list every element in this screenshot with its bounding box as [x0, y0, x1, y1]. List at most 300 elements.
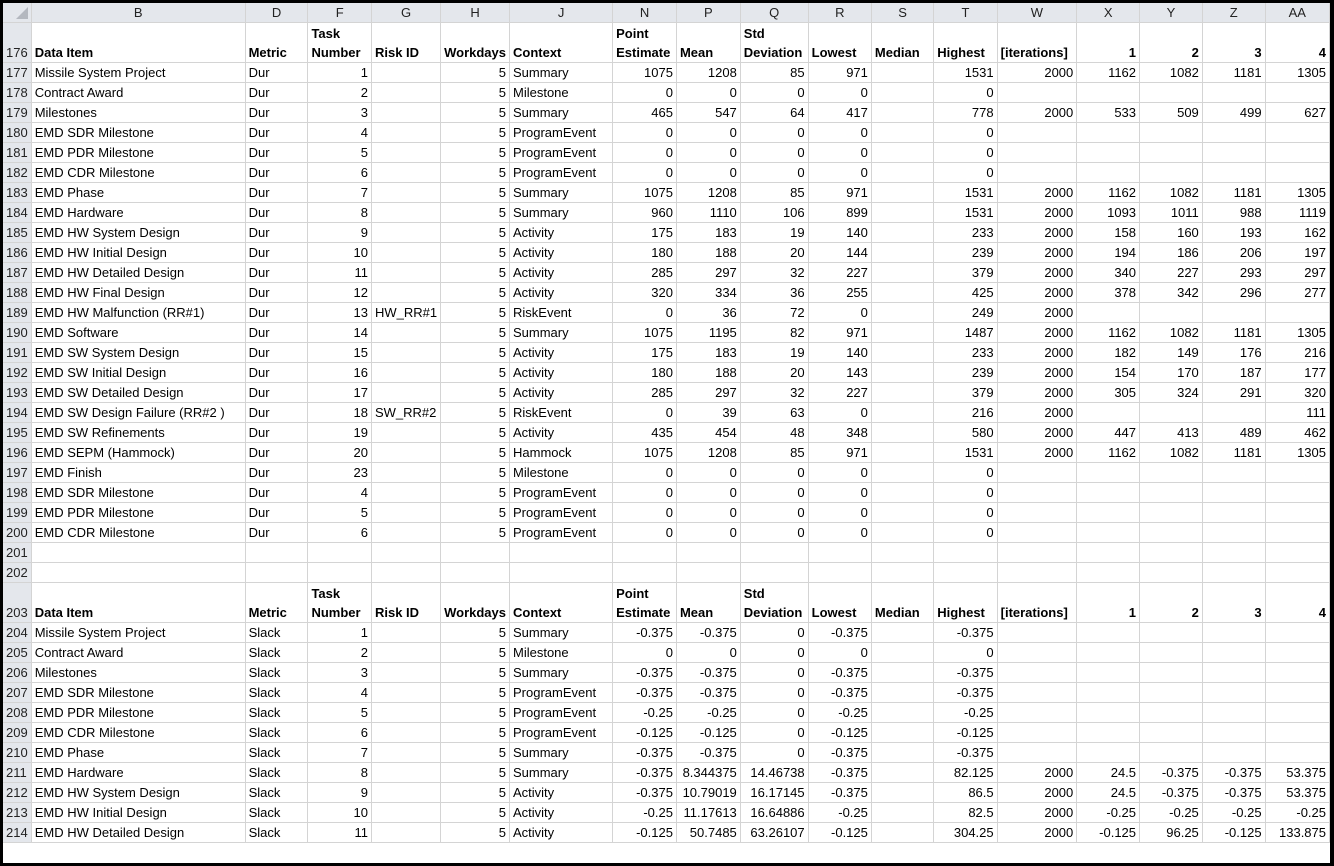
cell-x[interactable]: [1077, 703, 1140, 723]
select-all-button[interactable]: [3, 3, 31, 23]
cell-s[interactable]: [871, 383, 933, 403]
cell-h[interactable]: 5: [441, 323, 510, 343]
cell-n[interactable]: 175: [613, 223, 677, 243]
cell-g[interactable]: [371, 783, 440, 803]
cell-j[interactable]: Activity: [510, 823, 613, 843]
cell-g[interactable]: [371, 103, 440, 123]
row-header[interactable]: 205: [3, 643, 31, 663]
cell-y[interactable]: 342: [1140, 283, 1203, 303]
cell-f[interactable]: 13: [308, 303, 372, 323]
header-cell-t[interactable]: [934, 23, 997, 63]
header-cell-d[interactable]: [245, 583, 308, 623]
cell-w[interactable]: [997, 483, 1077, 503]
header-cell-j[interactable]: [510, 23, 613, 63]
cell-w[interactable]: 2000: [997, 63, 1077, 83]
cell-b[interactable]: EMD Software: [31, 323, 245, 343]
cell-q[interactable]: 32: [740, 383, 808, 403]
cell-s[interactable]: [871, 343, 933, 363]
cell-q[interactable]: 0: [740, 723, 808, 743]
cell-x[interactable]: [1077, 483, 1140, 503]
cell-r[interactable]: 971: [808, 443, 871, 463]
cell-p[interactable]: 0: [676, 523, 740, 543]
cell-j[interactable]: Summary: [510, 763, 613, 783]
cell-s[interactable]: [871, 223, 933, 243]
cell-w[interactable]: 2000: [997, 403, 1077, 423]
cell-z[interactable]: 489: [1202, 423, 1265, 443]
cell-r[interactable]: 144: [808, 243, 871, 263]
cell-h[interactable]: 5: [441, 723, 510, 743]
cell-d[interactable]: Slack: [245, 763, 308, 783]
column-header-aa[interactable]: AA: [1265, 3, 1329, 23]
cell-x[interactable]: 1162: [1077, 183, 1140, 203]
cell-g[interactable]: [371, 363, 440, 383]
cell-s[interactable]: [871, 483, 933, 503]
cell-x[interactable]: [1077, 743, 1140, 763]
cell-j[interactable]: ProgramEvent: [510, 123, 613, 143]
column-header-x[interactable]: X: [1077, 3, 1140, 23]
cell-n[interactable]: 0: [613, 303, 677, 323]
cell-t[interactable]: -0.375: [934, 683, 997, 703]
cell-q[interactable]: 64: [740, 103, 808, 123]
cell-aa[interactable]: [1265, 563, 1329, 583]
cell-q[interactable]: 0: [740, 743, 808, 763]
cell-j[interactable]: Activity: [510, 283, 613, 303]
cell-r[interactable]: 0: [808, 523, 871, 543]
cell-g[interactable]: [371, 703, 440, 723]
cell-aa[interactable]: 1305: [1265, 63, 1329, 83]
cell-y[interactable]: 1082: [1140, 63, 1203, 83]
cell-r[interactable]: 0: [808, 163, 871, 183]
header-cell-s[interactable]: [871, 583, 933, 623]
cell-b[interactable]: [31, 543, 245, 563]
cell-j[interactable]: RiskEvent: [510, 303, 613, 323]
cell-d[interactable]: Dur: [245, 483, 308, 503]
cell-g[interactable]: [371, 423, 440, 443]
cell-w[interactable]: 2000: [997, 103, 1077, 123]
cell-w[interactable]: [997, 703, 1077, 723]
cell-n[interactable]: 960: [613, 203, 677, 223]
header-cell-n[interactable]: [613, 583, 677, 623]
row-header[interactable]: 211: [3, 763, 31, 783]
row-header[interactable]: 184: [3, 203, 31, 223]
cell-r[interactable]: 0: [808, 403, 871, 423]
cell-h[interactable]: 5: [441, 443, 510, 463]
cell-n[interactable]: 435: [613, 423, 677, 443]
cell-x[interactable]: [1077, 123, 1140, 143]
column-header-y[interactable]: Y: [1140, 3, 1203, 23]
cell-z[interactable]: [1202, 663, 1265, 683]
cell-r[interactable]: 227: [808, 263, 871, 283]
cell-aa[interactable]: 1305: [1265, 183, 1329, 203]
cell-t[interactable]: 1531: [934, 443, 997, 463]
cell-t[interactable]: 778: [934, 103, 997, 123]
cell-q[interactable]: 48: [740, 423, 808, 443]
row-header[interactable]: 213: [3, 803, 31, 823]
cell-y[interactable]: [1140, 683, 1203, 703]
cell-y[interactable]: [1140, 123, 1203, 143]
row-header[interactable]: 179: [3, 103, 31, 123]
cell-g[interactable]: [371, 63, 440, 83]
cell-aa[interactable]: [1265, 643, 1329, 663]
cell-n[interactable]: -0.375: [613, 743, 677, 763]
cell-p[interactable]: 1208: [676, 183, 740, 203]
cell-q[interactable]: 0: [740, 483, 808, 503]
row-header[interactable]: 185: [3, 223, 31, 243]
cell-f[interactable]: [308, 543, 372, 563]
cell-n[interactable]: 285: [613, 383, 677, 403]
cell-x[interactable]: -0.125: [1077, 823, 1140, 843]
cell-h[interactable]: 5: [441, 203, 510, 223]
cell-y[interactable]: [1140, 623, 1203, 643]
cell-b[interactable]: EMD HW Detailed Design: [31, 263, 245, 283]
cell-x[interactable]: 340: [1077, 263, 1140, 283]
cell-r[interactable]: 140: [808, 343, 871, 363]
cell-s[interactable]: [871, 683, 933, 703]
header-cell-y[interactable]: [1140, 583, 1203, 623]
cell-s[interactable]: [871, 563, 933, 583]
cell-s[interactable]: [871, 803, 933, 823]
header-cell-x[interactable]: [1077, 23, 1140, 63]
cell-aa[interactable]: [1265, 123, 1329, 143]
cell-p[interactable]: 50.7485: [676, 823, 740, 843]
cell-aa[interactable]: [1265, 623, 1329, 643]
cell-f[interactable]: 10: [308, 803, 372, 823]
cell-b[interactable]: EMD Phase: [31, 183, 245, 203]
cell-b[interactable]: EMD HW Initial Design: [31, 803, 245, 823]
cell-aa[interactable]: [1265, 663, 1329, 683]
cell-r[interactable]: [808, 563, 871, 583]
cell-q[interactable]: 0: [740, 503, 808, 523]
cell-b[interactable]: EMD SDR Milestone: [31, 683, 245, 703]
cell-n[interactable]: -0.375: [613, 683, 677, 703]
cell-aa[interactable]: [1265, 483, 1329, 503]
cell-f[interactable]: 7: [308, 743, 372, 763]
cell-w[interactable]: 2000: [997, 263, 1077, 283]
cell-s[interactable]: [871, 543, 933, 563]
row-header[interactable]: 195: [3, 423, 31, 443]
cell-aa[interactable]: 627: [1265, 103, 1329, 123]
cell-g[interactable]: [371, 723, 440, 743]
cell-j[interactable]: [510, 543, 613, 563]
cell-d[interactable]: Dur: [245, 523, 308, 543]
cell-t[interactable]: 233: [934, 343, 997, 363]
cell-y[interactable]: 186: [1140, 243, 1203, 263]
cell-f[interactable]: 4: [308, 683, 372, 703]
cell-aa[interactable]: [1265, 683, 1329, 703]
cell-t[interactable]: 86.5: [934, 783, 997, 803]
cell-r[interactable]: 0: [808, 483, 871, 503]
cell-j[interactable]: Activity: [510, 343, 613, 363]
cell-f[interactable]: 14: [308, 323, 372, 343]
cell-q[interactable]: 63.26107: [740, 823, 808, 843]
cell-j[interactable]: Summary: [510, 323, 613, 343]
cell-y[interactable]: 413: [1140, 423, 1203, 443]
cell-n[interactable]: [613, 563, 677, 583]
cell-d[interactable]: Dur: [245, 123, 308, 143]
cell-aa[interactable]: 320: [1265, 383, 1329, 403]
cell-j[interactable]: ProgramEvent: [510, 523, 613, 543]
cell-aa[interactable]: 197: [1265, 243, 1329, 263]
cell-z[interactable]: -0.375: [1202, 763, 1265, 783]
cell-s[interactable]: [871, 443, 933, 463]
cell-z[interactable]: [1202, 563, 1265, 583]
cell-aa[interactable]: 462: [1265, 423, 1329, 443]
cell-d[interactable]: Dur: [245, 383, 308, 403]
cell-h[interactable]: 5: [441, 463, 510, 483]
cell-y[interactable]: [1140, 703, 1203, 723]
cell-aa[interactable]: 1119: [1265, 203, 1329, 223]
cell-aa[interactable]: [1265, 723, 1329, 743]
cell-s[interactable]: [871, 723, 933, 743]
cell-n[interactable]: 0: [613, 143, 677, 163]
cell-y[interactable]: 1082: [1140, 443, 1203, 463]
row-header[interactable]: 192: [3, 363, 31, 383]
cell-h[interactable]: 5: [441, 623, 510, 643]
cell-h[interactable]: 5: [441, 123, 510, 143]
cell-b[interactable]: EMD HW Initial Design: [31, 243, 245, 263]
cell-q[interactable]: 0: [740, 683, 808, 703]
cell-h[interactable]: 5: [441, 403, 510, 423]
cell-f[interactable]: 10: [308, 243, 372, 263]
cell-r[interactable]: 0: [808, 463, 871, 483]
cell-f[interactable]: 9: [308, 783, 372, 803]
header-cell-t[interactable]: [934, 583, 997, 623]
cell-n[interactable]: 465: [613, 103, 677, 123]
row-header[interactable]: 176: [3, 23, 31, 63]
cell-aa[interactable]: 133.875: [1265, 823, 1329, 843]
cell-f[interactable]: 5: [308, 503, 372, 523]
cell-h[interactable]: 5: [441, 783, 510, 803]
cell-d[interactable]: Dur: [245, 183, 308, 203]
cell-q[interactable]: 20: [740, 363, 808, 383]
cell-z[interactable]: [1202, 723, 1265, 743]
cell-d[interactable]: Dur: [245, 163, 308, 183]
cell-b[interactable]: Contract Award: [31, 643, 245, 663]
cell-z[interactable]: [1202, 163, 1265, 183]
cell-aa[interactable]: [1265, 703, 1329, 723]
cell-n[interactable]: [613, 543, 677, 563]
cell-b[interactable]: EMD HW Detailed Design: [31, 823, 245, 843]
cell-h[interactable]: 5: [441, 183, 510, 203]
cell-j[interactable]: Hammock: [510, 443, 613, 463]
cell-w[interactable]: 2000: [997, 303, 1077, 323]
cell-p[interactable]: [676, 543, 740, 563]
cell-w[interactable]: [997, 643, 1077, 663]
cell-q[interactable]: 0: [740, 703, 808, 723]
cell-q[interactable]: 0: [740, 643, 808, 663]
cell-x[interactable]: 182: [1077, 343, 1140, 363]
cell-h[interactable]: 5: [441, 803, 510, 823]
cell-x[interactable]: [1077, 403, 1140, 423]
cell-h[interactable]: 5: [441, 423, 510, 443]
cell-n[interactable]: 1075: [613, 183, 677, 203]
cell-h[interactable]: 5: [441, 303, 510, 323]
cell-t[interactable]: 1531: [934, 63, 997, 83]
cell-j[interactable]: Activity: [510, 263, 613, 283]
cell-b[interactable]: EMD SDR Milestone: [31, 483, 245, 503]
cell-x[interactable]: 305: [1077, 383, 1140, 403]
cell-r[interactable]: 140: [808, 223, 871, 243]
cell-t[interactable]: 239: [934, 363, 997, 383]
cell-y[interactable]: [1140, 143, 1203, 163]
cell-b[interactable]: EMD SEPM (Hammock): [31, 443, 245, 463]
cell-b[interactable]: Missile System Project: [31, 623, 245, 643]
cell-j[interactable]: Summary: [510, 623, 613, 643]
cell-z[interactable]: 499: [1202, 103, 1265, 123]
row-header[interactable]: 198: [3, 483, 31, 503]
cell-w[interactable]: [997, 463, 1077, 483]
cell-y[interactable]: 96.25: [1140, 823, 1203, 843]
cell-p[interactable]: 0: [676, 143, 740, 163]
cell-r[interactable]: -0.25: [808, 803, 871, 823]
cell-y[interactable]: [1140, 543, 1203, 563]
cell-d[interactable]: Dur: [245, 283, 308, 303]
cell-d[interactable]: Slack: [245, 703, 308, 723]
cell-n[interactable]: 0: [613, 463, 677, 483]
cell-j[interactable]: Activity: [510, 223, 613, 243]
cell-aa[interactable]: 53.375: [1265, 763, 1329, 783]
cell-f[interactable]: 15: [308, 343, 372, 363]
cell-p[interactable]: 1195: [676, 323, 740, 343]
header-cell-z[interactable]: [1202, 23, 1265, 63]
cell-b[interactable]: EMD HW System Design: [31, 223, 245, 243]
cell-q[interactable]: 106: [740, 203, 808, 223]
cell-z[interactable]: -0.375: [1202, 783, 1265, 803]
cell-t[interactable]: 0: [934, 463, 997, 483]
cell-d[interactable]: Slack: [245, 783, 308, 803]
cell-h[interactable]: [441, 563, 510, 583]
cell-q[interactable]: 0: [740, 123, 808, 143]
header-cell-q[interactable]: [740, 23, 808, 63]
cell-j[interactable]: ProgramEvent: [510, 163, 613, 183]
cell-n[interactable]: 320: [613, 283, 677, 303]
cell-g[interactable]: [371, 123, 440, 143]
cell-r[interactable]: [808, 543, 871, 563]
cell-r[interactable]: -0.25: [808, 703, 871, 723]
cell-h[interactable]: 5: [441, 763, 510, 783]
cell-d[interactable]: Dur: [245, 243, 308, 263]
cell-q[interactable]: 19: [740, 343, 808, 363]
cell-j[interactable]: ProgramEvent: [510, 723, 613, 743]
cell-q[interactable]: 16.64886: [740, 803, 808, 823]
cell-j[interactable]: ProgramEvent: [510, 143, 613, 163]
cell-b[interactable]: Milestones: [31, 663, 245, 683]
column-header-s[interactable]: S: [871, 3, 933, 23]
cell-t[interactable]: 379: [934, 263, 997, 283]
header-cell-x[interactable]: [1077, 583, 1140, 623]
cell-s[interactable]: [871, 503, 933, 523]
cell-z[interactable]: [1202, 123, 1265, 143]
cell-b[interactable]: EMD SW Refinements: [31, 423, 245, 443]
cell-f[interactable]: 6: [308, 523, 372, 543]
cell-z[interactable]: 296: [1202, 283, 1265, 303]
cell-w[interactable]: 2000: [997, 443, 1077, 463]
cell-q[interactable]: 0: [740, 623, 808, 643]
cell-r[interactable]: 255: [808, 283, 871, 303]
row-header[interactable]: 203: [3, 583, 31, 623]
cell-z[interactable]: [1202, 83, 1265, 103]
cell-t[interactable]: 379: [934, 383, 997, 403]
cell-d[interactable]: Dur: [245, 503, 308, 523]
cell-z[interactable]: [1202, 543, 1265, 563]
column-header-d[interactable]: D: [245, 3, 308, 23]
cell-d[interactable]: Slack: [245, 683, 308, 703]
cell-g[interactable]: [371, 383, 440, 403]
cell-t[interactable]: 0: [934, 503, 997, 523]
cell-n[interactable]: -0.375: [613, 763, 677, 783]
cell-j[interactable]: Summary: [510, 183, 613, 203]
cell-s[interactable]: [871, 823, 933, 843]
cell-p[interactable]: 547: [676, 103, 740, 123]
cell-t[interactable]: 0: [934, 123, 997, 143]
column-header-w[interactable]: W: [997, 3, 1077, 23]
cell-z[interactable]: [1202, 683, 1265, 703]
cell-w[interactable]: 2000: [997, 763, 1077, 783]
cell-p[interactable]: -0.125: [676, 723, 740, 743]
cell-q[interactable]: 0: [740, 663, 808, 683]
cell-n[interactable]: -0.25: [613, 703, 677, 723]
cell-n[interactable]: 1075: [613, 443, 677, 463]
column-header-r[interactable]: R: [808, 3, 871, 23]
cell-d[interactable]: Slack: [245, 743, 308, 763]
header-cell-b[interactable]: [31, 23, 245, 63]
cell-d[interactable]: Dur: [245, 323, 308, 343]
cell-h[interactable]: 5: [441, 663, 510, 683]
cell-z[interactable]: [1202, 463, 1265, 483]
cell-w[interactable]: [997, 523, 1077, 543]
cell-d[interactable]: Dur: [245, 143, 308, 163]
cell-p[interactable]: 0: [676, 463, 740, 483]
row-header[interactable]: 196: [3, 443, 31, 463]
cell-y[interactable]: -0.375: [1140, 783, 1203, 803]
cell-g[interactable]: [371, 743, 440, 763]
cell-f[interactable]: 12: [308, 283, 372, 303]
cell-w[interactable]: 2000: [997, 223, 1077, 243]
cell-p[interactable]: 10.79019: [676, 783, 740, 803]
cell-g[interactable]: [371, 643, 440, 663]
cell-b[interactable]: Milestones: [31, 103, 245, 123]
cell-s[interactable]: [871, 303, 933, 323]
cell-s[interactable]: [871, 323, 933, 343]
column-header-z[interactable]: Z: [1202, 3, 1265, 23]
cell-h[interactable]: 5: [441, 143, 510, 163]
cell-f[interactable]: 5: [308, 703, 372, 723]
cell-h[interactable]: [441, 543, 510, 563]
cell-s[interactable]: [871, 423, 933, 443]
cell-t[interactable]: 0: [934, 163, 997, 183]
row-header[interactable]: 214: [3, 823, 31, 843]
row-header[interactable]: 180: [3, 123, 31, 143]
cell-q[interactable]: 85: [740, 63, 808, 83]
cell-z[interactable]: [1202, 483, 1265, 503]
cell-x[interactable]: [1077, 543, 1140, 563]
cell-f[interactable]: 11: [308, 263, 372, 283]
cell-r[interactable]: 143: [808, 363, 871, 383]
header-cell-aa[interactable]: [1265, 583, 1329, 623]
cell-j[interactable]: Milestone: [510, 83, 613, 103]
cell-p[interactable]: 11.17613: [676, 803, 740, 823]
cell-r[interactable]: 227: [808, 383, 871, 403]
cell-j[interactable]: Milestone: [510, 643, 613, 663]
cell-aa[interactable]: 1305: [1265, 443, 1329, 463]
row-header[interactable]: 186: [3, 243, 31, 263]
cell-j[interactable]: Activity: [510, 783, 613, 803]
header-cell-z[interactable]: [1202, 583, 1265, 623]
cell-f[interactable]: 23: [308, 463, 372, 483]
cell-s[interactable]: [871, 163, 933, 183]
cell-x[interactable]: 1162: [1077, 63, 1140, 83]
row-header[interactable]: 210: [3, 743, 31, 763]
